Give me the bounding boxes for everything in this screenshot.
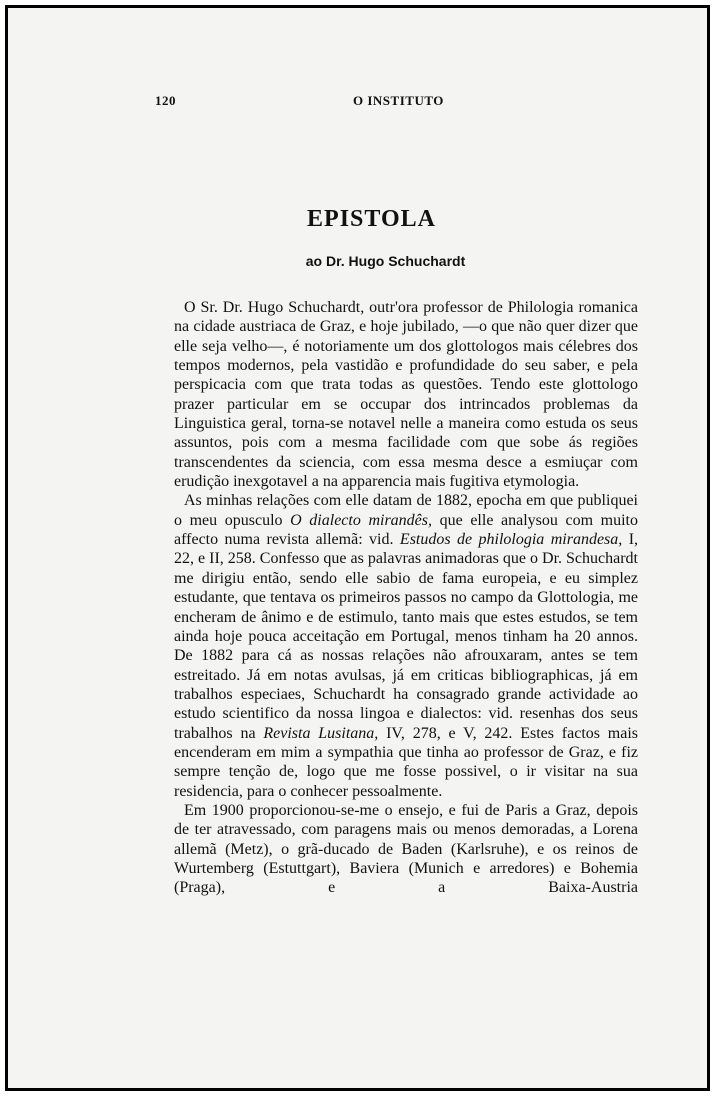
page-number: 120 — [155, 93, 176, 108]
paragraph-text: I, 22, e II, 258. Confesso que as palavras animadoras que o Dr. Schuchardt me dirigiu então, sendo elle sabio de fama europeia, e eu simplez estudante, que tentava os primeiros passos no campo da Glottologia, me encheram de ânimo e de estimulo, tanto mais que estes estudos, se tem ainda hoje pouca acceitação em Portugal, menos tinham ha 20 annos. De 1882 para cá as nossas relações não afrouxaram, antes se tem estreitado. Já em notas avulsas, já em criticas bibliographicas, já em trabalhos especiaes, Schuchardt ha consagrado grande actividade ao estudo scientifico da nossa lingoa e dialectos: vid. resenhas dos seus trabalhos na — [174, 531, 639, 742]
paragraph-text: IV, 278, e V, 242. Estes factos mais encenderam em mim a sympathia que tinha ao professor de Graz, e fiz sempre tenção de, logo que me fosse possivel, o ir visitar na sua residencia, para o conhecer pessoalmente. — [174, 724, 639, 800]
letter-addressee: ao Dr. Hugo Schuchardt — [305, 253, 466, 269]
running-title: O INSTITUTO — [353, 93, 444, 108]
italic-title-text: O dialecto mirandês, — [290, 511, 433, 529]
letter-title: EPISTOLA — [307, 206, 436, 232]
paragraph-text: que elle analysou com muito affecto numa revista allemã: vid. — [174, 511, 639, 549]
paragraph-1 — [174, 298, 638, 491]
page — [5, 5, 710, 1091]
page-header — [155, 93, 595, 115]
paragraph-text: As minhas relações com elle datam de 1882, epocha em que publiquei o meu opusculo — [174, 492, 638, 529]
paragraph-2 — [174, 491, 638, 801]
italic-title-text: Revista Lusitana, — [263, 724, 379, 742]
paragraph-3 — [174, 801, 638, 898]
italic-title-text: Estudos de philologia mirandesa, — [399, 531, 623, 549]
paragraph-text: O Sr. Dr. Hugo Schuchardt, outr'ora professor de Philologia romanica na cidade austriaca de Graz, e hoje jubilado, —o que não quer dizer que elle seja velho—, é notoriamente um dos glottologos mais célebres dos tempos modernos, pela vastidão e profundidade do seu saber, e pela perspicacia com que trata todas as questões. Tendo este glottologo prazer particular em se occupar dos intrincados problemas da Linguistica geral, torna-se notavel nelle a maneira como estuda os seus assuntos, pois com a mesma facilidade com que sobe ás regiões transcendentes da sciencia, com essa mesma desce a esmiuçar com erudição inexgotavel a na apparencia mais fugitiva etymologia. — [174, 299, 638, 491]
body-text — [174, 298, 638, 898]
paragraph-text: Em 1900 proporcionou-se-me o ensejo, e fui de Paris a Graz, depois de ter atravessado, com paragens mais ou menos demoradas, a Lorena allemã (Metz), o grã-ducado de Baden (Karlsruhe), e os reinos de Wurtemberg (Estuttgart), Baviera (Munich e arredores) e Bohemia (Praga), e a Baixa-Austria — [174, 801, 638, 897]
